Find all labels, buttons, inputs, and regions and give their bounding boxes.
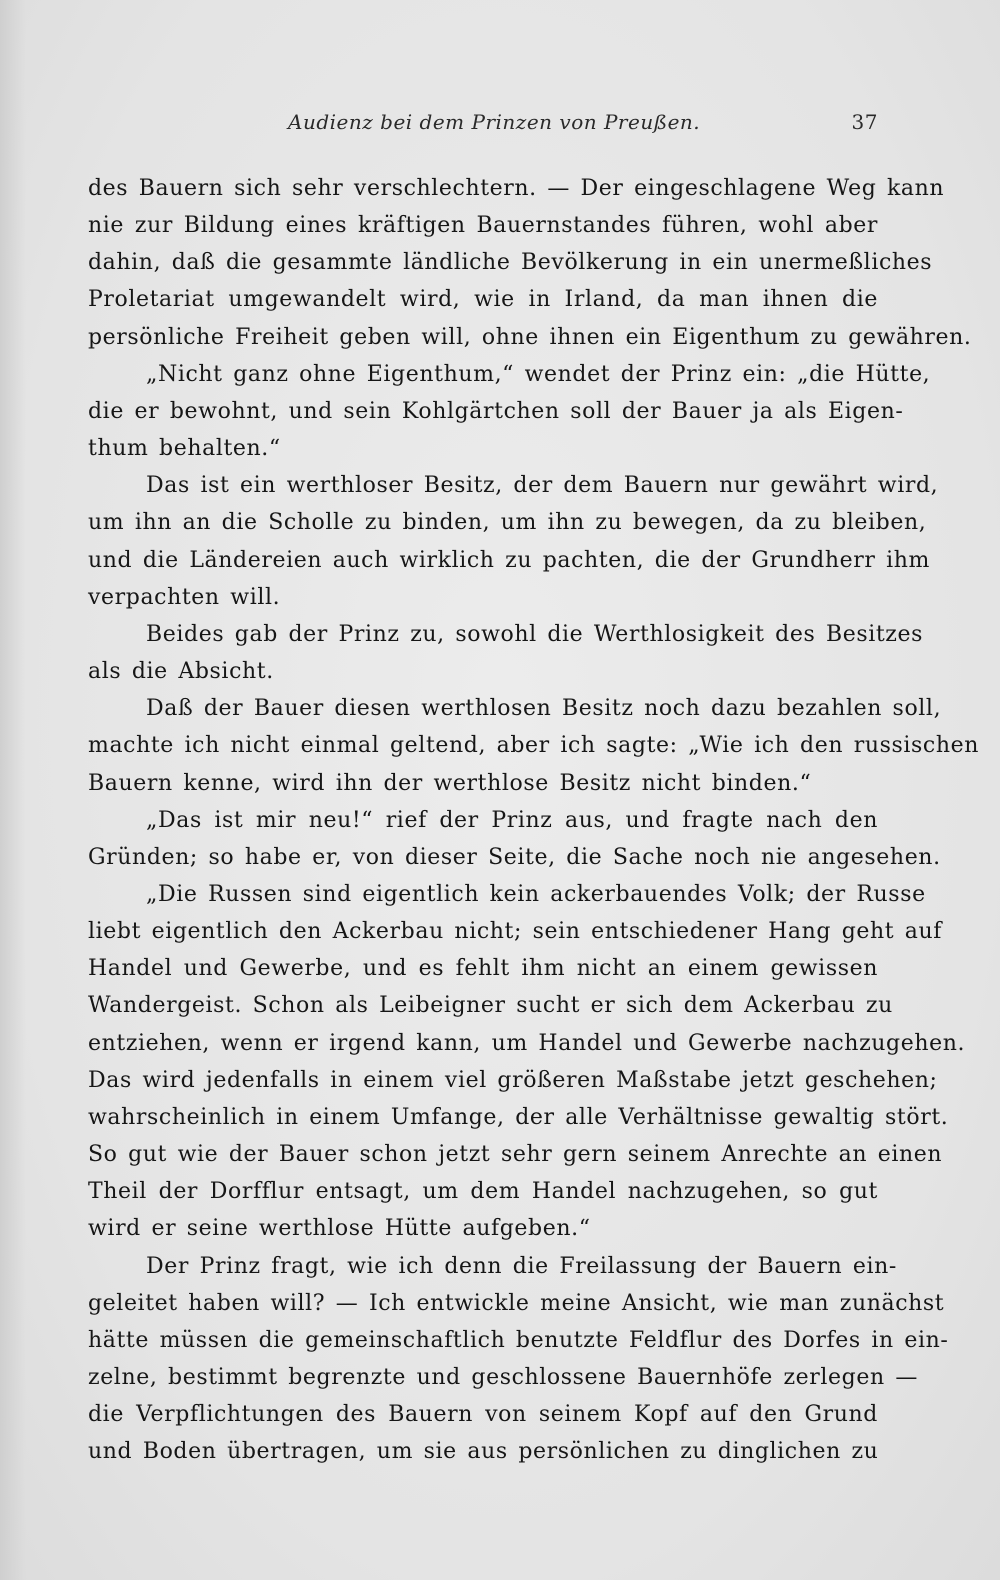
text-line: hätte müssen die gemeinschaftlich benutzte Feldflur des Dorfes in ein- [88,1327,949,1353]
text-line: persönliche Freiheit geben will, ohne ihnen ein Eigenthum zu gewähren. [88,324,972,350]
text-line: Der Prinz fragt, wie ich denn die Freilassung der Bauern ein- [146,1253,897,1279]
text-line: und Boden übertragen, um sie aus persönlichen zu dinglichen zu [88,1439,879,1465]
body-text [88,170,979,1470]
text-line: Theil der Dorfflur entsagt, um dem Handel nachzugehen, so gut [88,1179,878,1205]
text-line: machte ich nicht einmal geltend, aber ich sagte: „Wie ich den russischen [88,733,979,759]
text-line: wahrscheinlich in einem Umfange, der alle Verhältnisse gewaltig stört. [88,1104,949,1130]
text-line: Daß der Bauer diesen werthlosen Besitz noch dazu bezahlen soll, [146,696,942,722]
text-line: thum behalten.“ [88,436,281,462]
text-line: Handel und Gewerbe, und es fehlt ihm nicht an einem gewissen [88,956,878,982]
text-line: „Nicht ganz ohne Eigenthum,“ wendet der Prinz ein: „die Hütte, [146,361,931,387]
text-line: verpachten will. [88,584,281,610]
text-line: die Verpflichtungen des Bauern von seinem Kopf auf den Grund [88,1402,878,1428]
text-line: Das wird jedenfalls in einem viel größeren Maßstabe jetzt geschehen; [88,1067,938,1093]
text-line: die er bewohnt, und sein Kohlgärtchen soll der Bauer ja als Eigen- [88,398,904,424]
text-line: nie zur Bildung eines kräftigen Bauernstandes führen, wohl aber [88,213,878,239]
text-line: Wandergeist. Schon als Leibeigner sucht er sich dem Ackerbau zu [88,993,893,1019]
text-line: liebt eigentlich den Ackerbau nicht; sein entschiedener Hang geht auf [88,919,943,945]
text-line: Beides gab der Prinz zu, sowohl die Werthlosigkeit des Besitzes [146,621,924,647]
text-line: wird er seine werthlose Hütte aufgeben.“ [88,1216,591,1242]
text-line: geleitet haben will? — Ich entwickle meine Ansicht, wie man zunächst [88,1290,945,1316]
text-line: Gründen; so habe er, von dieser Seite, die Sache noch nie angesehen. [88,844,941,870]
text-line: entziehen, wenn er irgend kann, um Handel und Gewerbe nachzugehen. [88,1030,966,1056]
text-line: als die Absicht. [88,659,274,685]
spine-shadow [0,0,26,1580]
running-head [88,110,878,138]
running-title: Audienz bei dem Prinzen von Preußen. [288,110,701,134]
text-line: „Die Russen sind eigentlich kein ackerbauendes Volk; der Russe [146,881,926,907]
text-line: des Bauern sich sehr verschlechtern. — Der eingeschlagene Weg kann [88,176,945,201]
text-line: So gut wie der Bauer schon jetzt sehr gern seinem Anrechte an einen [88,1142,943,1168]
text-line: „Das ist mir neu!“ rief der Prinz aus, und fragte nach den [146,807,878,833]
text-line: Bauern kenne, wird ihn der werthlose Besitz nicht binden.“ [88,770,812,796]
text-line: zelne, bestimmt begrenzte und geschlossene Bauernhöfe zerlegen — [88,1365,918,1390]
text-line: Proletariat umgewandelt wird, wie in Irland, da man ihnen die [88,287,878,313]
text-line: dahin, daß die gesammte ländliche Bevölkerung in ein unermeßliches [88,250,933,276]
text-line: und die Ländereien auch wirklich zu pachten, die der Grundherr ihm [88,547,930,573]
page-number: 37 [851,110,878,134]
text-line: Das ist ein werthloser Besitz, der dem Bauern nur gewährt wird, [146,473,939,499]
text-line: um ihn an die Scholle zu binden, um ihn zu bewegen, da zu bleiben, [88,510,927,536]
